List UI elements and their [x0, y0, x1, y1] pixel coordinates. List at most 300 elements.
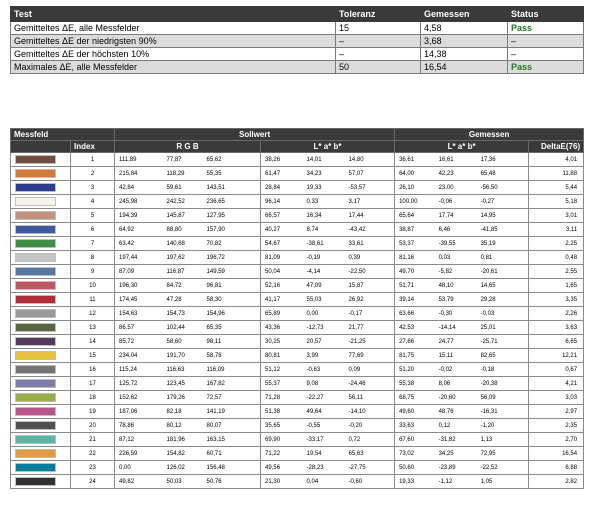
measured-a-cell: -39,55 — [435, 237, 477, 251]
color-swatch — [15, 407, 56, 416]
measured-a-cell: 16,61 — [435, 153, 477, 167]
measured-l-cell: 27,66 — [395, 335, 435, 349]
measurement-row — [11, 405, 584, 419]
target-a-cell: -4,14 — [303, 265, 345, 279]
target-r-cell: 87,12 — [115, 433, 163, 447]
summary-measured: 16,54 — [421, 61, 508, 74]
index-cell: 15 — [71, 349, 115, 363]
index-cell: 4 — [71, 195, 115, 209]
color-swatch — [15, 393, 56, 402]
sub-header-rgb: R G B — [115, 141, 261, 153]
target-a-cell: 0,00 — [303, 307, 345, 321]
sub-header-index: Index — [71, 141, 115, 153]
measured-b-star-cell: 17,36 — [477, 153, 529, 167]
swatch-cell — [11, 209, 71, 223]
measurement-row — [11, 237, 584, 251]
summary-row — [11, 48, 584, 61]
target-l-cell: 96,14 — [261, 195, 303, 209]
target-g-cell: 191,70 — [163, 349, 203, 363]
summary-tolerance: – — [336, 35, 421, 48]
measured-a-cell: -14,14 — [435, 321, 477, 335]
target-b-star-cell: 56,11 — [345, 391, 395, 405]
index-cell: 17 — [71, 377, 115, 391]
target-a-cell: 0,04 — [303, 475, 345, 489]
target-l-cell: 66,57 — [261, 209, 303, 223]
swatch-cell — [11, 251, 71, 265]
target-l-cell: 52,16 — [261, 279, 303, 293]
target-a-cell: 49,64 — [303, 405, 345, 419]
target-g-cell: 116,87 — [163, 265, 203, 279]
target-b-cell: 58,30 — [203, 293, 261, 307]
target-b-star-cell: -24,46 — [345, 377, 395, 391]
target-r-cell: 42,84 — [115, 181, 163, 195]
target-b-star-cell: -21,25 — [345, 335, 395, 349]
color-swatch — [15, 337, 56, 346]
color-swatch — [15, 253, 56, 262]
target-g-cell: 77,87 — [163, 153, 203, 167]
index-cell: 11 — [71, 293, 115, 307]
color-swatch — [15, 351, 56, 360]
measured-b-star-cell: 1,13 — [477, 433, 529, 447]
target-b-star-cell: 65,63 — [345, 447, 395, 461]
target-g-cell: 50,03 — [163, 475, 203, 489]
delta-e-cell: 4,01 — [529, 153, 584, 167]
measured-b-star-cell: -16,31 — [477, 405, 529, 419]
delta-e-cell: 2,35 — [529, 419, 584, 433]
summary-measured: 14,38 — [421, 48, 508, 61]
target-b-cell: 55,35 — [203, 167, 261, 181]
delta-e-cell: 2,70 — [529, 433, 584, 447]
summary-tolerance: 50 — [336, 61, 421, 74]
sub-header-lab-measured: L* a* b* — [395, 141, 529, 153]
color-swatch — [15, 197, 56, 206]
index-cell: 21 — [71, 433, 115, 447]
target-g-cell: 197,62 — [163, 251, 203, 265]
measurement-row — [11, 419, 584, 433]
target-a-cell: -0,19 — [303, 251, 345, 265]
measurement-row — [11, 461, 584, 475]
target-l-cell: 50,04 — [261, 265, 303, 279]
measurement-row — [11, 447, 584, 461]
measured-l-cell: 64,00 — [395, 167, 435, 181]
target-r-cell: 187,06 — [115, 405, 163, 419]
target-a-cell: 0,33 — [303, 195, 345, 209]
target-b-cell: 80,07 — [203, 419, 261, 433]
summary-header-test: Test — [11, 7, 336, 22]
target-b-cell: 141,19 — [203, 405, 261, 419]
delta-e-cell: 12,21 — [529, 349, 584, 363]
measured-b-star-cell: 0,81 — [477, 251, 529, 265]
summary-tolerance: 15 — [336, 22, 421, 35]
target-b-star-cell: -0,17 — [345, 307, 395, 321]
delta-e-cell: 5,44 — [529, 181, 584, 195]
swatch-cell — [11, 461, 71, 475]
measured-a-cell: 17,74 — [435, 209, 477, 223]
target-b-cell: 65,35 — [203, 321, 261, 335]
target-b-star-cell: 17,44 — [345, 209, 395, 223]
target-r-cell: 196,30 — [115, 279, 163, 293]
measured-b-star-cell: -20,38 — [477, 377, 529, 391]
measured-b-star-cell: -20,61 — [477, 265, 529, 279]
delta-e-cell: 2,25 — [529, 237, 584, 251]
measured-a-cell: 24,77 — [435, 335, 477, 349]
index-cell: 2 — [71, 167, 115, 181]
target-r-cell: 194,39 — [115, 209, 163, 223]
target-a-cell: 55,03 — [303, 293, 345, 307]
target-b-star-cell: -27,75 — [345, 461, 395, 475]
target-b-star-cell: 77,69 — [345, 349, 395, 363]
delta-e-cell: 2,82 — [529, 475, 584, 489]
measurement-row — [11, 153, 584, 167]
summary-test: Maximales ΔE, alle Messfelder — [11, 61, 336, 74]
target-a-cell: 8,74 — [303, 223, 345, 237]
target-g-cell: 123,45 — [163, 377, 203, 391]
measurement-row — [11, 293, 584, 307]
index-cell: 13 — [71, 321, 115, 335]
measured-l-cell: 42,53 — [395, 321, 435, 335]
index-cell: 3 — [71, 181, 115, 195]
measured-b-star-cell: -1,20 — [477, 419, 529, 433]
target-g-cell: 242,52 — [163, 195, 203, 209]
target-l-cell: 69,90 — [261, 433, 303, 447]
measured-a-cell: -31,82 — [435, 433, 477, 447]
target-b-cell: 72,57 — [203, 391, 261, 405]
measurement-row — [11, 167, 584, 181]
measured-l-cell: 67,60 — [395, 433, 435, 447]
delta-e-cell: 3,03 — [529, 391, 584, 405]
measured-l-cell: 51,20 — [395, 363, 435, 377]
measured-l-cell: 39,14 — [395, 293, 435, 307]
delta-e-cell: 11,88 — [529, 167, 584, 181]
target-l-cell: 71,22 — [261, 447, 303, 461]
measurement-sub-header-row — [11, 141, 584, 153]
index-cell: 24 — [71, 475, 115, 489]
measured-a-cell: -5,82 — [435, 265, 477, 279]
target-r-cell: 154,63 — [115, 307, 163, 321]
delta-e-cell: 1,65 — [529, 279, 584, 293]
target-g-cell: 140,68 — [163, 237, 203, 251]
measured-b-star-cell: -0,03 — [477, 307, 529, 321]
target-b-cell: 196,72 — [203, 251, 261, 265]
measurement-row — [11, 209, 584, 223]
target-g-cell: 80,12 — [163, 419, 203, 433]
measured-l-cell: 63,66 — [395, 307, 435, 321]
measured-a-cell: -0,02 — [435, 363, 477, 377]
target-b-star-cell: 14,80 — [345, 153, 395, 167]
target-b-cell: 167,82 — [203, 377, 261, 391]
swatch-cell — [11, 363, 71, 377]
swatch-cell — [11, 447, 71, 461]
index-cell: 19 — [71, 405, 115, 419]
color-swatch — [15, 435, 56, 444]
group-header-target: Sollwert — [115, 129, 395, 141]
measurement-row — [11, 279, 584, 293]
target-r-cell: 86,57 — [115, 321, 163, 335]
color-swatch — [15, 449, 56, 458]
group-header-field: Messfeld — [11, 129, 115, 141]
target-r-cell: 87,09 — [115, 265, 163, 279]
target-b-star-cell: -14,10 — [345, 405, 395, 419]
delta-e-cell: 2,26 — [529, 307, 584, 321]
index-cell: 20 — [71, 419, 115, 433]
measured-a-cell: 8,06 — [435, 377, 477, 391]
target-g-cell: 47,28 — [163, 293, 203, 307]
target-b-cell: 149,59 — [203, 265, 261, 279]
summary-header-tolerance: Toleranz — [336, 7, 421, 22]
target-b-cell: 58,78 — [203, 349, 261, 363]
target-a-cell: 9,08 — [303, 377, 345, 391]
measured-b-star-cell: 65,48 — [477, 167, 529, 181]
measured-a-cell: -0,06 — [435, 195, 477, 209]
target-b-cell: 50,76 — [203, 475, 261, 489]
target-a-cell: -22,27 — [303, 391, 345, 405]
measured-l-cell: 26,10 — [395, 181, 435, 195]
measured-l-cell: 65,64 — [395, 209, 435, 223]
swatch-cell — [11, 321, 71, 335]
target-b-cell: 163,15 — [203, 433, 261, 447]
target-a-cell: 20,57 — [303, 335, 345, 349]
target-g-cell: 126,02 — [163, 461, 203, 475]
measured-b-star-cell: -22,52 — [477, 461, 529, 475]
measured-l-cell: 36,61 — [395, 153, 435, 167]
delta-e-cell: 3,35 — [529, 293, 584, 307]
target-b-star-cell: 0,72 — [345, 433, 395, 447]
measured-l-cell: 100,00 — [395, 195, 435, 209]
target-g-cell: 58,60 — [163, 335, 203, 349]
summary-header-measured: Gemessen — [421, 7, 508, 22]
index-cell: 18 — [71, 391, 115, 405]
measurement-rows — [11, 153, 584, 489]
swatch-cell — [11, 223, 71, 237]
target-b-cell: 156,48 — [203, 461, 261, 475]
target-l-cell: 40,27 — [261, 223, 303, 237]
target-g-cell: 145,87 — [163, 209, 203, 223]
measured-a-cell: 42,23 — [435, 167, 477, 181]
color-swatch — [15, 281, 56, 290]
measured-b-star-cell: 72,95 — [477, 447, 529, 461]
target-g-cell: 82,18 — [163, 405, 203, 419]
swatch-cell — [11, 153, 71, 167]
target-b-star-cell: 21,77 — [345, 321, 395, 335]
target-l-cell: 65,89 — [261, 307, 303, 321]
target-b-cell: 70,82 — [203, 237, 261, 251]
target-g-cell: 59,61 — [163, 181, 203, 195]
color-swatch — [15, 323, 56, 332]
target-a-cell: 16,34 — [303, 209, 345, 223]
measured-a-cell: -0,30 — [435, 307, 477, 321]
target-l-cell: 51,12 — [261, 363, 303, 377]
index-cell: 9 — [71, 265, 115, 279]
summary-test: Gemitteltes ΔE, alle Messfelder — [11, 22, 336, 35]
summary-header-status: Status — [508, 7, 584, 22]
target-b-star-cell: 0,09 — [345, 363, 395, 377]
target-b-star-cell: -22,50 — [345, 265, 395, 279]
target-r-cell: 152,62 — [115, 391, 163, 405]
measured-b-star-cell: 14,95 — [477, 209, 529, 223]
measurement-row — [11, 335, 584, 349]
color-swatch — [15, 379, 56, 388]
swatch-cell — [11, 405, 71, 419]
target-b-cell: 98,11 — [203, 335, 261, 349]
index-cell: 23 — [71, 461, 115, 475]
target-g-cell: 88,80 — [163, 223, 203, 237]
target-a-cell: 19,54 — [303, 447, 345, 461]
target-l-cell: 30,25 — [261, 335, 303, 349]
color-swatch — [15, 477, 56, 486]
measurement-row — [11, 265, 584, 279]
target-l-cell: 55,37 — [261, 377, 303, 391]
index-cell: 6 — [71, 223, 115, 237]
swatch-cell — [11, 293, 71, 307]
sub-header-delta-e: DeltaE(76) — [529, 141, 584, 153]
target-a-cell: -12,73 — [303, 321, 345, 335]
target-a-cell: -33,17 — [303, 433, 345, 447]
target-b-cell: 236,65 — [203, 195, 261, 209]
swatch-cell — [11, 307, 71, 321]
target-b-cell: 127,95 — [203, 209, 261, 223]
target-r-cell: 85,72 — [115, 335, 163, 349]
measured-a-cell: 6,46 — [435, 223, 477, 237]
target-l-cell: 81,09 — [261, 251, 303, 265]
target-r-cell: 174,45 — [115, 293, 163, 307]
target-b-star-cell: 33,61 — [345, 237, 395, 251]
summary-status: – — [508, 48, 584, 61]
summary-row — [11, 61, 584, 74]
swatch-cell — [11, 335, 71, 349]
target-g-cell: 118,29 — [163, 167, 203, 181]
target-g-cell: 102,44 — [163, 321, 203, 335]
target-b-cell: 116,09 — [203, 363, 261, 377]
index-cell: 8 — [71, 251, 115, 265]
measured-b-star-cell: 56,09 — [477, 391, 529, 405]
measured-l-cell: 81,16 — [395, 251, 435, 265]
measurement-row — [11, 181, 584, 195]
target-g-cell: 116,63 — [163, 363, 203, 377]
measurement-row — [11, 349, 584, 363]
measurement-row — [11, 391, 584, 405]
target-l-cell: 61,47 — [261, 167, 303, 181]
summary-status: Pass — [508, 61, 584, 74]
measured-a-cell: 34,25 — [435, 447, 477, 461]
target-a-cell: -0,63 — [303, 363, 345, 377]
index-cell: 14 — [71, 335, 115, 349]
summary-measured: 3,68 — [421, 35, 508, 48]
measured-l-cell: 33,63 — [395, 419, 435, 433]
measured-l-cell: 81,75 — [395, 349, 435, 363]
target-r-cell: 78,86 — [115, 419, 163, 433]
target-r-cell: 0,00 — [115, 461, 163, 475]
swatch-cell — [11, 279, 71, 293]
swatch-cell — [11, 475, 71, 489]
measurement-row — [11, 223, 584, 237]
measured-b-star-cell: 35,19 — [477, 237, 529, 251]
summary-row — [11, 35, 584, 48]
target-b-cell: 143,51 — [203, 181, 261, 195]
sub-header-lab-target: L* a* b* — [261, 141, 395, 153]
measured-l-cell: 53,37 — [395, 237, 435, 251]
summary-test: Gemitteltes ΔE der niedrigsten 90% — [11, 35, 336, 48]
measurement-row — [11, 433, 584, 447]
measured-a-cell: 0,03 — [435, 251, 477, 265]
delta-e-cell: 6,88 — [529, 461, 584, 475]
index-cell: 12 — [71, 307, 115, 321]
target-a-cell: 19,33 — [303, 181, 345, 195]
swatch-cell — [11, 265, 71, 279]
color-swatch — [15, 155, 56, 164]
delta-e-cell: 3,11 — [529, 223, 584, 237]
color-swatch — [15, 169, 56, 178]
target-l-cell: 80,81 — [261, 349, 303, 363]
target-r-cell: 245,98 — [115, 195, 163, 209]
delta-e-cell: 0,67 — [529, 363, 584, 377]
target-b-star-cell: 3,17 — [345, 195, 395, 209]
color-swatch — [15, 225, 56, 234]
swatch-cell — [11, 167, 71, 181]
index-cell: 1 — [71, 153, 115, 167]
swatch-cell — [11, 433, 71, 447]
delta-e-cell: 2,55 — [529, 265, 584, 279]
target-l-cell: 43,36 — [261, 321, 303, 335]
color-swatch — [15, 211, 56, 220]
target-r-cell: 197,44 — [115, 251, 163, 265]
measurement-row — [11, 195, 584, 209]
target-r-cell: 111,89 — [115, 153, 163, 167]
measured-b-star-cell: 29,28 — [477, 293, 529, 307]
index-cell: 10 — [71, 279, 115, 293]
target-l-cell: 28,84 — [261, 181, 303, 195]
target-r-cell: 49,82 — [115, 475, 163, 489]
measurement-table — [10, 128, 584, 489]
group-header-measured: Gemessen — [395, 129, 584, 141]
target-b-cell: 65,62 — [203, 153, 261, 167]
measured-a-cell: -23,89 — [435, 461, 477, 475]
target-a-cell: 34,23 — [303, 167, 345, 181]
target-l-cell: 41,17 — [261, 293, 303, 307]
target-a-cell: -38,61 — [303, 237, 345, 251]
measurement-row — [11, 321, 584, 335]
summary-status: – — [508, 35, 584, 48]
target-l-cell: 35,65 — [261, 419, 303, 433]
summary-status: Pass — [508, 22, 584, 35]
swatch-cell — [11, 419, 71, 433]
target-a-cell: -28,23 — [303, 461, 345, 475]
target-b-star-cell: 0,39 — [345, 251, 395, 265]
measurement-row — [11, 251, 584, 265]
measurement-row — [11, 475, 584, 489]
measured-b-star-cell: -41,85 — [477, 223, 529, 237]
target-b-star-cell: 26,92 — [345, 293, 395, 307]
measured-b-star-cell: -56,50 — [477, 181, 529, 195]
color-swatch — [15, 365, 56, 374]
color-swatch — [15, 267, 56, 276]
color-swatch — [15, 421, 56, 430]
target-g-cell: 84,72 — [163, 279, 203, 293]
summary-header-row — [11, 7, 584, 22]
index-cell: 16 — [71, 363, 115, 377]
measured-b-star-cell: -0,18 — [477, 363, 529, 377]
measured-l-cell: 55,38 — [395, 377, 435, 391]
color-swatch — [15, 239, 56, 248]
delta-e-cell: 4,21 — [529, 377, 584, 391]
summary-row — [11, 22, 584, 35]
measured-a-cell: -20,60 — [435, 391, 477, 405]
target-r-cell: 226,59 — [115, 447, 163, 461]
delta-e-cell: 3,01 — [529, 209, 584, 223]
target-b-star-cell: -53,57 — [345, 181, 395, 195]
measurement-row — [11, 377, 584, 391]
swatch-cell — [11, 181, 71, 195]
measured-l-cell: 51,71 — [395, 279, 435, 293]
